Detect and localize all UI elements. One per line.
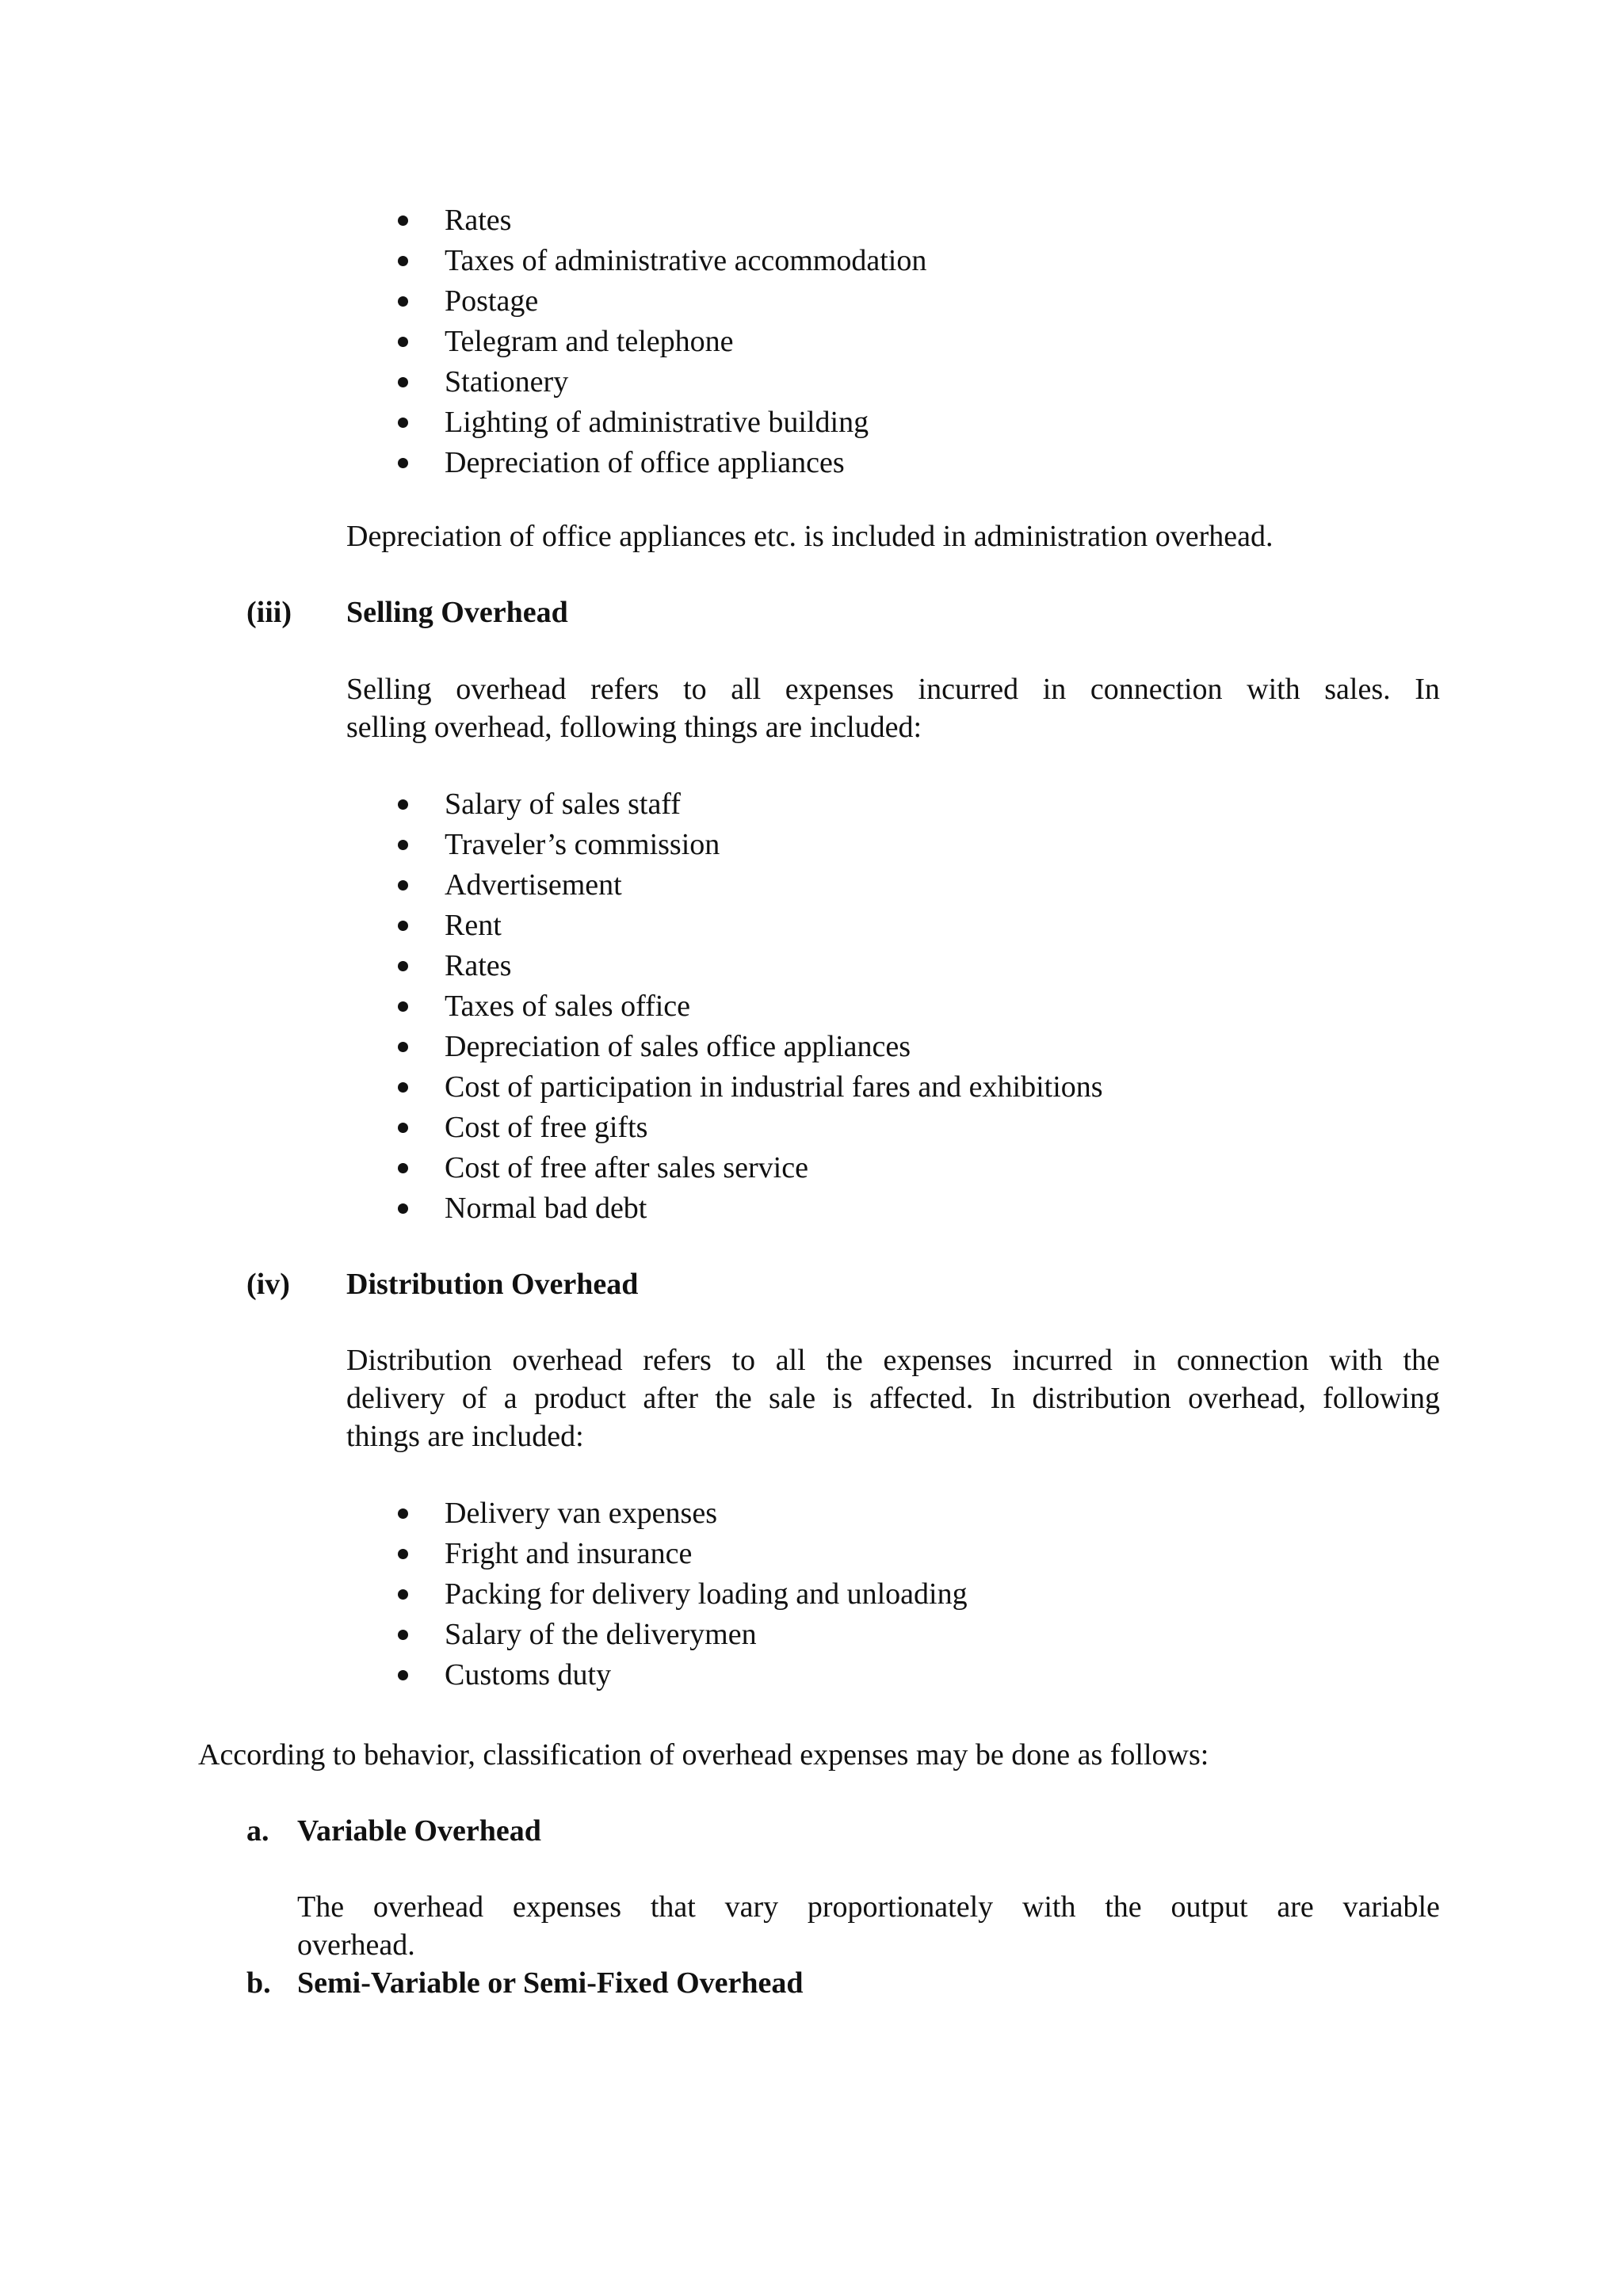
word: overhead xyxy=(456,673,567,706)
list-item: Delivery van expenses xyxy=(445,1497,717,1530)
admin-note: Depreciation of office appliances etc. is included in administration overhead. xyxy=(346,520,1274,553)
word: in xyxy=(1042,673,1067,706)
word: Distribution xyxy=(346,1344,492,1377)
semi-heading: Semi-Variable or Semi-Fixed Overhead xyxy=(297,1966,804,2000)
bullet-icon xyxy=(398,377,408,387)
bullet-icon xyxy=(398,1163,408,1173)
distribution-paragraph-line xyxy=(346,1379,1440,1417)
word: with xyxy=(1247,673,1300,706)
list-item: Advertisement xyxy=(445,868,622,902)
bullet-icon xyxy=(398,1549,408,1559)
selling-heading: Selling Overhead xyxy=(346,596,568,629)
word: with xyxy=(1022,1890,1076,1924)
word: all xyxy=(731,673,762,706)
list-item: Rent xyxy=(445,909,502,942)
bullet-icon xyxy=(398,1589,408,1600)
bullet-icon xyxy=(398,840,408,850)
bullet-icon xyxy=(398,1203,408,1214)
distribution-paragraph-line: things are included: xyxy=(346,1420,584,1453)
list-item: Cost of free after sales service xyxy=(445,1151,808,1184)
list-item: Lighting of administrative building xyxy=(445,406,869,439)
word: expenses xyxy=(785,673,894,706)
word: incurred xyxy=(1012,1344,1113,1377)
distribution-number: (iv) xyxy=(246,1268,290,1301)
list-item: Depreciation of office appliances xyxy=(445,446,845,479)
word: sales. xyxy=(1324,673,1391,706)
bullet-icon xyxy=(398,458,408,468)
distribution-paragraph-line xyxy=(346,1341,1440,1379)
word: distribution xyxy=(1032,1382,1171,1415)
bullet-icon xyxy=(398,256,408,266)
word: affected. xyxy=(869,1382,974,1415)
word: of xyxy=(461,1382,487,1415)
word: a xyxy=(503,1382,517,1415)
bullet-icon xyxy=(398,1042,408,1052)
list-item: Salary of the deliverymen xyxy=(445,1618,757,1651)
bullet-icon xyxy=(398,337,408,347)
word: sale xyxy=(769,1382,816,1415)
variable-paragraph-line xyxy=(297,1888,1440,1926)
word: that xyxy=(650,1890,696,1924)
word: expenses xyxy=(512,1890,622,1924)
word: incurred xyxy=(918,673,1019,706)
word: The xyxy=(297,1890,345,1924)
bullet-icon xyxy=(398,1123,408,1133)
word: after xyxy=(643,1382,698,1415)
word: connection xyxy=(1090,673,1223,706)
list-item: Packing for delivery loading and unloading xyxy=(445,1577,968,1611)
word: connection xyxy=(1176,1344,1309,1377)
bullet-icon xyxy=(398,1082,408,1093)
word: expenses xyxy=(883,1344,992,1377)
list-item: Salary of sales staff xyxy=(445,788,681,821)
word: the xyxy=(715,1382,752,1415)
word: are xyxy=(1277,1890,1314,1924)
list-item: Traveler’s commission xyxy=(445,828,720,861)
word: Selling xyxy=(346,673,432,706)
selling-paragraph xyxy=(346,670,1440,746)
word: variable xyxy=(1342,1890,1440,1924)
word: all xyxy=(775,1344,806,1377)
word: to xyxy=(731,1344,756,1377)
list-item: Normal bad debt xyxy=(445,1192,647,1225)
bullet-icon xyxy=(398,1670,408,1680)
list-item: Stationery xyxy=(445,365,569,399)
selling-number: (iii) xyxy=(246,596,292,629)
word: proportionately xyxy=(807,1890,994,1924)
bullet-icon xyxy=(398,1508,408,1519)
list-item: Depreciation of sales office appliances xyxy=(445,1030,911,1063)
word: with xyxy=(1329,1344,1383,1377)
distribution-heading: Distribution Overhead xyxy=(346,1268,639,1301)
word: is xyxy=(832,1382,853,1415)
word: the xyxy=(1403,1344,1440,1377)
list-item: Cost of free gifts xyxy=(445,1111,648,1144)
variable-paragraph-line: overhead. xyxy=(297,1928,415,1962)
word: In xyxy=(1415,673,1440,706)
word: refers xyxy=(643,1344,712,1377)
selling-paragraph-line xyxy=(346,670,1440,708)
list-item: Telegram and telephone xyxy=(445,325,734,358)
list-item: Customs duty xyxy=(445,1658,612,1691)
word: the xyxy=(826,1344,863,1377)
word: product xyxy=(533,1382,627,1415)
bullet-icon xyxy=(398,418,408,428)
word: the xyxy=(1105,1890,1142,1924)
word: refers xyxy=(590,673,659,706)
list-item: Postage xyxy=(445,284,539,318)
behavior-intro: According to behavior, classification of overhead expenses may be done as follows: xyxy=(198,1738,1209,1772)
bullet-icon xyxy=(398,1001,408,1012)
bullet-icon xyxy=(398,921,408,931)
list-item: Taxes of administrative accommodation xyxy=(445,244,927,277)
list-item: Taxes of sales office xyxy=(445,990,691,1023)
list-item: Fright and insurance xyxy=(445,1537,693,1570)
bullet-icon xyxy=(398,799,408,810)
word: following xyxy=(1323,1382,1440,1415)
bullet-icon xyxy=(398,215,408,226)
list-item: Rates xyxy=(445,949,512,982)
word: overhead xyxy=(372,1890,484,1924)
word: overhead xyxy=(512,1344,623,1377)
list-item: Rates xyxy=(445,204,512,237)
word: In xyxy=(990,1382,1016,1415)
variable-paragraph xyxy=(297,1888,1440,1964)
distribution-paragraph xyxy=(346,1341,1440,1455)
bullet-icon xyxy=(398,961,408,971)
selling-paragraph-line: selling overhead, following things are included: xyxy=(346,711,922,744)
list-item: Cost of participation in industrial fares and exhibitions xyxy=(445,1070,1103,1104)
semi-label: b. xyxy=(246,1966,271,2000)
word: vary xyxy=(724,1890,779,1924)
word: overhead, xyxy=(1188,1382,1306,1415)
word: output xyxy=(1170,1890,1248,1924)
variable-heading: Variable Overhead xyxy=(297,1814,541,1848)
bullet-icon xyxy=(398,296,408,307)
bullet-icon xyxy=(398,1630,408,1640)
variable-label: a. xyxy=(246,1814,269,1848)
bullet-icon xyxy=(398,880,408,891)
word: to xyxy=(683,673,707,706)
word: in xyxy=(1132,1344,1157,1377)
word: delivery xyxy=(346,1382,445,1415)
